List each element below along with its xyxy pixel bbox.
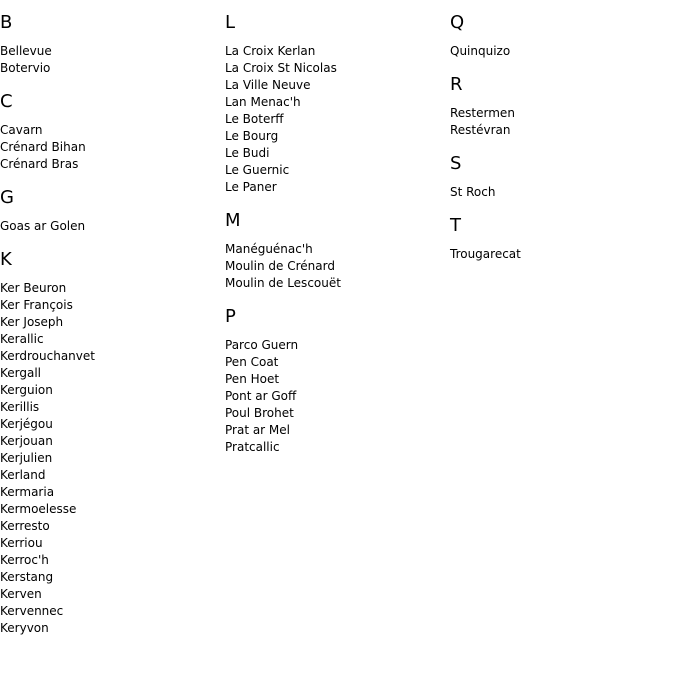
place-link[interactable]: Kerriou [0, 536, 43, 550]
list-item [0, 433, 220, 450]
list-item [225, 145, 445, 162]
place-link[interactable]: Le Budi [225, 146, 270, 160]
letter-section-g [0, 187, 220, 235]
list-item [0, 620, 220, 637]
place-link[interactable]: Kerallic [0, 332, 44, 346]
place-link[interactable]: Crénard Bihan [0, 140, 86, 154]
list-item [0, 314, 220, 331]
letter-section-l [225, 12, 445, 196]
place-list [450, 43, 670, 60]
list-item [0, 218, 220, 235]
place-list [225, 43, 445, 196]
list-item [0, 518, 220, 535]
place-list [225, 337, 445, 456]
list-item [0, 43, 220, 60]
place-link[interactable]: Bellevue [0, 44, 52, 58]
list-item [0, 139, 220, 156]
place-link[interactable]: Kerland [0, 468, 46, 482]
place-link[interactable]: Le Bourg [225, 129, 279, 143]
list-item [225, 354, 445, 371]
list-item [225, 371, 445, 388]
place-link[interactable]: Parco Guern [225, 338, 299, 352]
list-item [225, 388, 445, 405]
list-item [225, 258, 445, 275]
list-item [225, 337, 445, 354]
list-item [225, 77, 445, 94]
list-item [450, 105, 670, 122]
place-link[interactable]: Goas ar Golen [0, 219, 86, 233]
place-link[interactable]: La Croix St Nicolas [225, 61, 337, 75]
list-item [0, 156, 220, 173]
letter-heading: T [450, 215, 461, 236]
letter-section-s [450, 153, 670, 201]
place-list [450, 105, 670, 139]
list-item [225, 241, 445, 258]
place-link[interactable]: Kerillis [0, 400, 40, 414]
letter-section-p [225, 306, 445, 456]
list-item [0, 399, 220, 416]
letter-heading: G [0, 187, 14, 208]
place-list [0, 43, 220, 77]
list-item [0, 382, 220, 399]
place-link[interactable]: La Croix Kerlan [225, 44, 316, 58]
place-link[interactable]: Lan Menac'h [225, 95, 301, 109]
list-item [0, 365, 220, 382]
letter-heading: R [450, 74, 463, 95]
place-link[interactable]: Keryvon [0, 621, 49, 635]
place-list [450, 184, 670, 201]
list-item [0, 450, 220, 467]
letter-heading: M [225, 210, 241, 231]
place-link[interactable]: Kerroc'h [0, 553, 49, 567]
letter-section-r [450, 74, 670, 139]
place-link[interactable]: Kerjouan [0, 434, 53, 448]
place-link[interactable]: Crénard Bras [0, 157, 79, 171]
place-link[interactable]: Kervennec [0, 604, 64, 618]
list-item [225, 60, 445, 77]
letter-heading: S [450, 153, 462, 174]
column-1 [0, 0, 220, 651]
place-link[interactable]: Kerdrouchanvet [0, 349, 95, 363]
place-link[interactable]: Kerguion [0, 383, 53, 397]
list-item [225, 43, 445, 60]
place-link[interactable]: La Ville Neuve [225, 78, 311, 92]
list-item [0, 122, 220, 139]
place-link[interactable]: Le Guernic [225, 163, 290, 177]
list-item [225, 422, 445, 439]
letter-section-q [450, 12, 670, 60]
list-item [450, 246, 670, 263]
place-link[interactable]: Poul Brohet [225, 406, 294, 420]
place-link[interactable]: Cavarn [0, 123, 43, 137]
place-list [450, 246, 670, 263]
list-item [0, 348, 220, 365]
letter-section-k [0, 249, 220, 637]
place-link[interactable]: Ker Beuron [0, 281, 67, 295]
place-link[interactable]: Restermen [450, 106, 515, 120]
list-item [0, 501, 220, 518]
column-2 [225, 0, 445, 470]
list-item [225, 275, 445, 292]
list-item [0, 467, 220, 484]
place-link[interactable]: Le Paner [225, 180, 277, 194]
place-link[interactable]: Kermoelesse [0, 502, 77, 516]
place-link[interactable]: Ker Joseph [0, 315, 64, 329]
list-item [225, 439, 445, 456]
list-item [0, 416, 220, 433]
place-link[interactable]: Kerven [0, 587, 42, 601]
column-3 [450, 0, 670, 277]
place-link[interactable]: Quinquizo [450, 44, 511, 58]
list-item [225, 179, 445, 196]
list-item [0, 603, 220, 620]
place-link[interactable]: Botervio [0, 61, 51, 75]
place-link[interactable]: Kerstang [0, 570, 54, 584]
list-item [0, 535, 220, 552]
place-link[interactable]: Pen Hoet [225, 372, 280, 386]
list-item [450, 122, 670, 139]
letter-section-b [0, 12, 220, 77]
list-item [225, 128, 445, 145]
list-item [0, 552, 220, 569]
letter-heading: Q [450, 12, 465, 33]
place-list [0, 122, 220, 173]
place-link[interactable]: Moulin de Lescouët [225, 276, 341, 290]
letter-section-t [450, 215, 670, 263]
list-item [225, 405, 445, 422]
list-item [450, 184, 670, 201]
place-link[interactable]: Le Boterff [225, 112, 284, 126]
place-link[interactable]: Pont ar Goff [225, 389, 297, 403]
list-item [450, 43, 670, 60]
place-link[interactable]: Kerjégou [0, 417, 53, 431]
list-item [0, 484, 220, 501]
place-link[interactable]: Pen Coat [225, 355, 279, 369]
place-link[interactable]: St Roch [450, 185, 496, 199]
place-link[interactable]: Moulin de Crénard [225, 259, 335, 273]
place-link[interactable]: Kergall [0, 366, 42, 380]
list-item [0, 569, 220, 586]
letter-heading: P [225, 306, 236, 327]
place-link[interactable]: Trougarecat [450, 247, 521, 261]
list-item [0, 586, 220, 603]
letter-section-m [225, 210, 445, 292]
list-item [225, 111, 445, 128]
list-item [0, 331, 220, 348]
letter-section-c [0, 91, 220, 173]
place-link[interactable]: Kerjulien [0, 451, 53, 465]
place-link[interactable]: Kerresto [0, 519, 50, 533]
place-list [0, 218, 220, 235]
letter-heading: C [0, 91, 13, 112]
place-list [225, 241, 445, 292]
letter-heading: B [0, 12, 13, 33]
list-item [0, 60, 220, 77]
list-item [225, 162, 445, 179]
list-item [0, 297, 220, 314]
place-link[interactable]: Kermaria [0, 485, 55, 499]
place-link[interactable]: Prat ar Mel [225, 423, 291, 437]
place-list [0, 280, 220, 637]
place-link[interactable]: Pratcallic [225, 440, 280, 454]
place-link[interactable]: Manéguénac'h [225, 242, 313, 256]
place-link[interactable]: Ker François [0, 298, 73, 312]
list-item [0, 280, 220, 297]
letter-heading: L [225, 12, 236, 33]
place-link[interactable]: Restévran [450, 123, 511, 137]
letter-heading: K [0, 249, 12, 270]
list-item [225, 94, 445, 111]
